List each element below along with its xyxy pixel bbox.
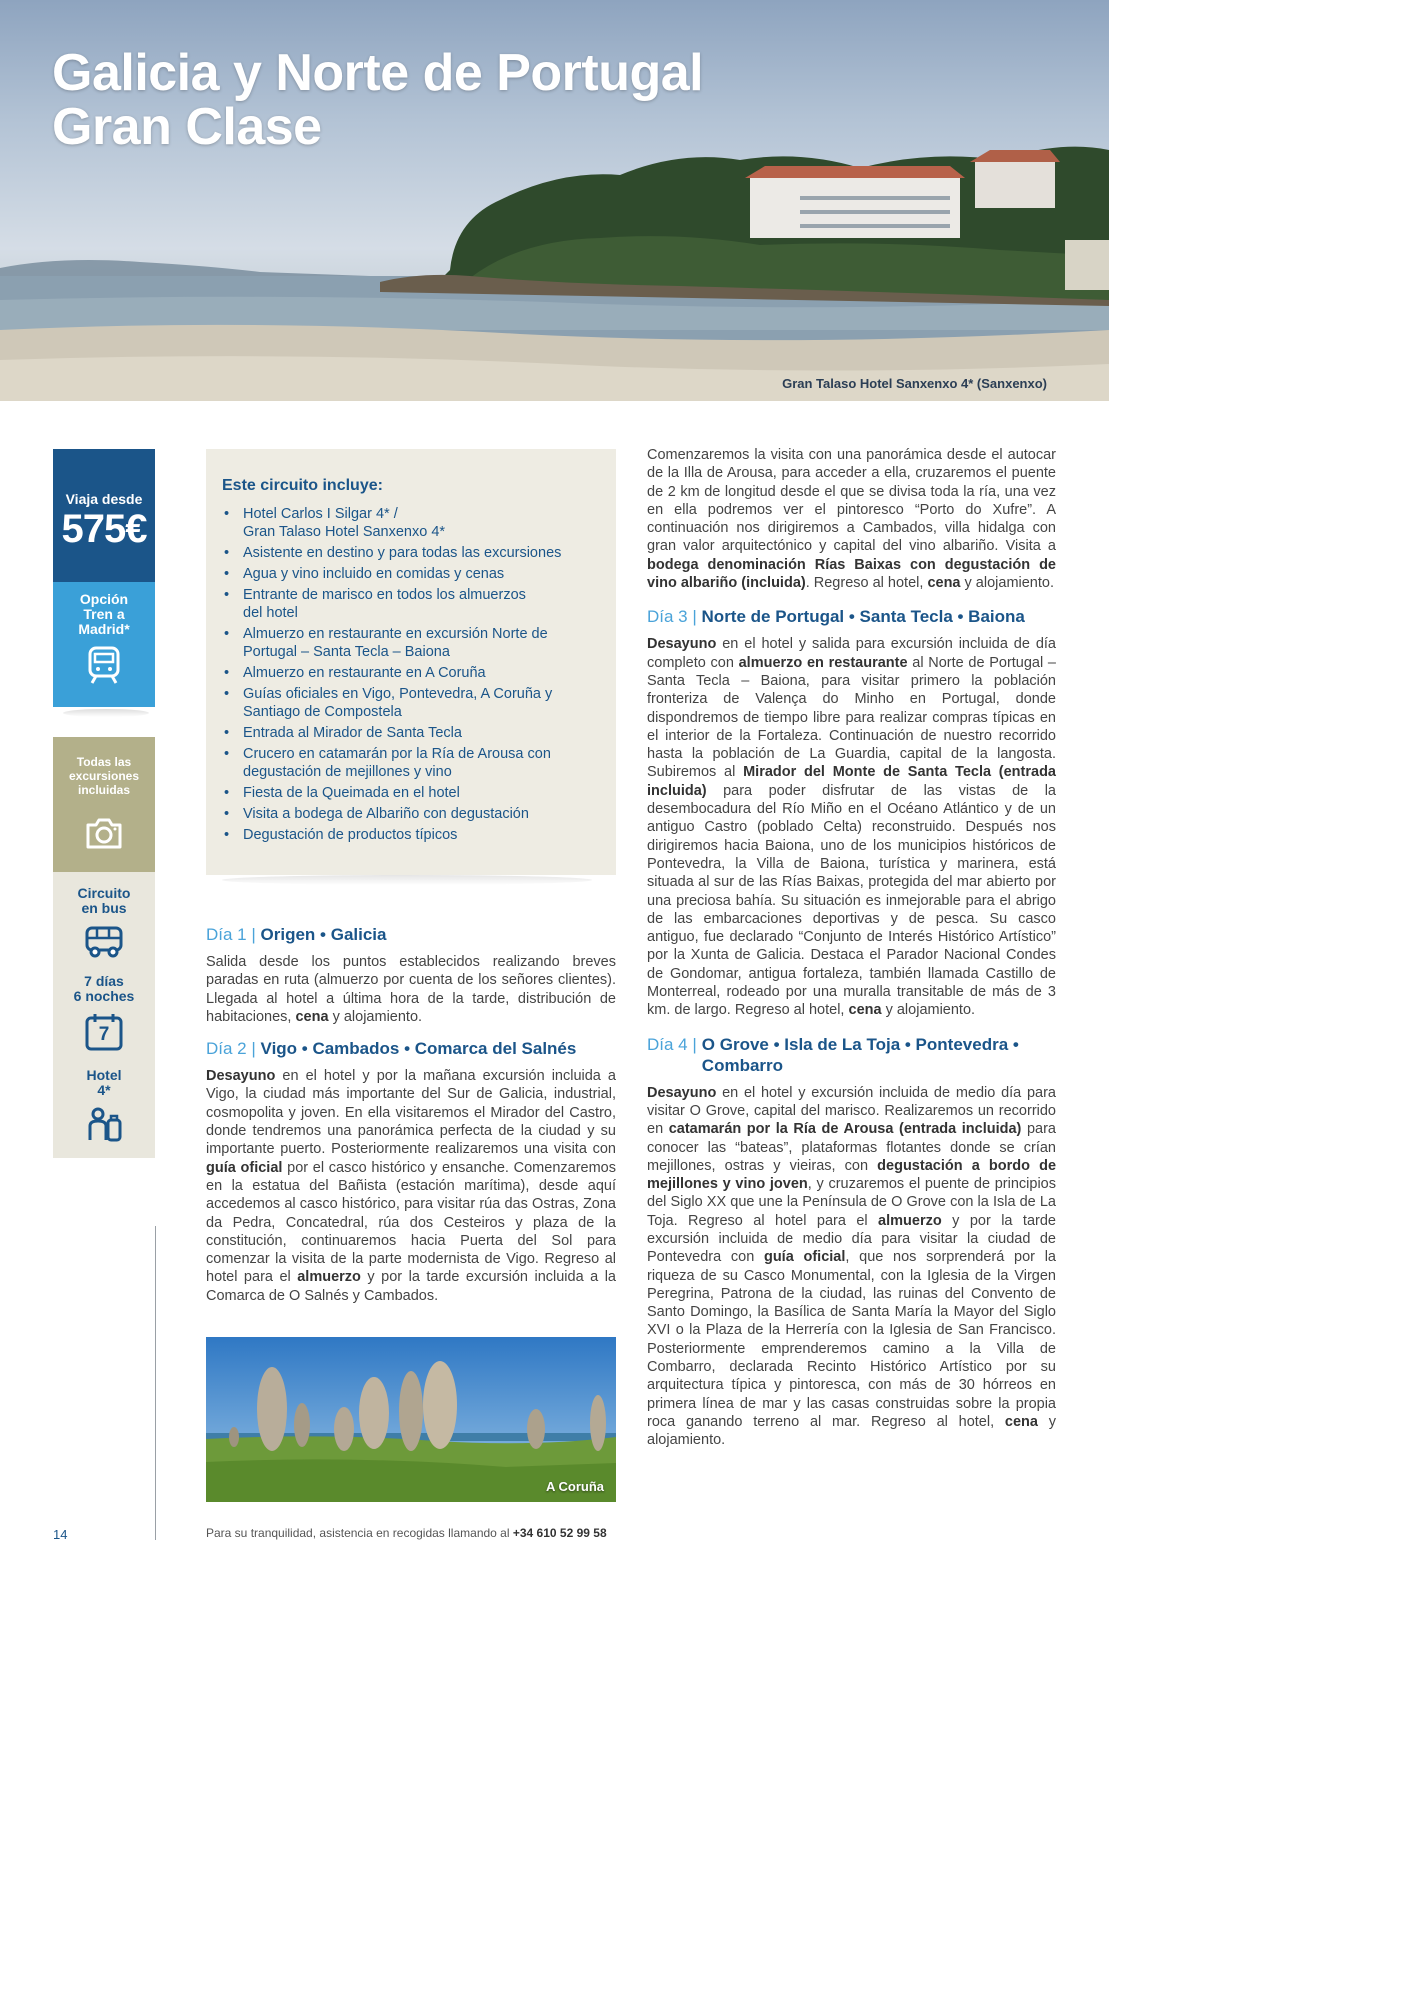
day-4-heading [647, 1034, 1056, 1076]
day-2-separator: | [251, 1039, 256, 1059]
train-option-label: Opción Tren a Madrid* [78, 591, 130, 637]
price-value: 575€ [61, 507, 147, 551]
features-panel [53, 872, 155, 1158]
price-label: Viaja desde [65, 491, 143, 507]
hotel-feature [53, 1068, 155, 1144]
bus-icon [84, 924, 124, 958]
bold-span: bodega denominación Rías Baixas con degustación de vino albariño (incluida) [647, 556, 1056, 592]
text-span: y por la tarde excursión incluida de medio día para visitar la ciudad de Pontevedra con [647, 1212, 1056, 1266]
bold-span: Desayuno [647, 636, 717, 653]
bus-label: Circuito en bus [77, 885, 131, 916]
list-item: • Crucero en catamarán por la Ría de Arousa con degustación de mejillones y vino [222, 745, 600, 781]
day-3-heading [647, 606, 1056, 627]
bold-span: Mirador del Monte de Santa Tecla (entrada incluida) [647, 764, 1056, 799]
calendar-number: 7 [98, 1024, 110, 1045]
camera-icon [84, 815, 124, 851]
list-item: • Visita a bodega de Albariño con degustación [222, 805, 600, 823]
duration-feature [53, 974, 155, 1052]
day-1-heading [206, 924, 616, 945]
footer-phone: +34 610 52 99 58 [512, 1526, 607, 1540]
day-2-text [206, 1067, 616, 1305]
bold-span: guía oficial [206, 1159, 283, 1176]
calendar-icon [84, 1012, 124, 1052]
day-1-title: Origen • Galicia [260, 925, 387, 944]
bus-feature [53, 886, 155, 958]
text-span: y alojamiento. [328, 1008, 423, 1025]
page-number: 14 [53, 1527, 68, 1542]
title-line-1: Galicia y Norte de Portugal [52, 44, 704, 102]
hero-banner [0, 0, 1109, 401]
day-2-continued-text [647, 446, 1056, 592]
day-4-number: Día 4 [647, 1034, 688, 1054]
duration-label: 7 días 6 noches [73, 973, 135, 1004]
text-span: por el casco histórico y ensanche. Comenzaremos en la estatua del Bañista (estación marítima), desde aquí accedemos al casco histórico, para visitar rúa das Ostras, Zona da Pedra, Concatedral, rúa dos Cesteiros y plaza de la constitución, continuaremos hacia Puerta del Sol para comenzar la visita de la parte modernista de Vigo. Regreso al hotel para el [206, 1159, 616, 1286]
text-span: para poder disfrutar de las vistas de la desembocadura del Río Miño en el Océano Atlántico y de un antiguo Castro (poblado Celta) reconstruido. Después nos dirigiremos hacia Baiona, uno de los municipios históricos de Pontevedra, la Villa de Baiona, turística y marinera, está situada al sur de las Rías Baixas, protegida del mar abierto por una preciosa bahía. Su situación es inmejorable para el abrigo de las embarcaciones deportivas y de pesca. Su casco antiguo, fue declarado “Conjunto de Interés Histórico Artístico” por la Xunta de Galicia. Destaca el Parador Nacional Condes de Gondomar, antigua fortaleza, también llamada Castillo de Monterreal, rodeado por una muralla transitable de más de 3 km. de largo. Regreso al hotel, [647, 782, 1056, 1019]
text-span: en el hotel y excursión incluida de medio día para visitar O Grove, capital del marisco. Realizaremos un recorrido en [647, 1084, 1056, 1138]
text-span: para conocer las “bateas”, plataformas flotantes donde se crían mejillones, ostras y vieiras, con [647, 1121, 1056, 1174]
day-2-title: Vigo • Cambados • Comarca del Salnés [260, 1039, 577, 1059]
list-item: • Entrada al Mirador de Santa Tecla [222, 724, 600, 742]
day-3-title: Norte de Portugal • Santa Tecla • Baiona [701, 607, 1025, 627]
text-span: y alojamiento. [647, 1413, 1056, 1449]
a-coruna-photo [206, 1337, 616, 1502]
price-panel [53, 449, 155, 582]
excursions-label: Todas las excursiones incluidas [68, 755, 140, 797]
day-4-text [647, 1084, 1056, 1450]
bold-span: Desayuno [647, 1084, 717, 1101]
text-span: Salida desde los puntos establecidos realizando breves paradas en ruta (almuerzo por cuenta de los señores clientes). Llegada al hotel a última hora de la tarde, distribución de habitaciones, [206, 954, 616, 1025]
sidebar [53, 449, 155, 1158]
includes-box [206, 449, 616, 875]
includes-title: Este circuito incluye: [222, 477, 383, 494]
day-2-heading [206, 1038, 616, 1059]
list-item: • Asistente en destino y para todas las excursiones [222, 544, 600, 562]
list-item: • Entrante de marisco en todos los almuerzos del hotel [222, 586, 600, 622]
list-item: • Agua y vino incluido en comidas y cenas [222, 565, 600, 583]
text-span: y por la tarde excursión incluida a la Comarca de O Salnés y Cambados. [206, 1269, 616, 1304]
day-4-separator: | [692, 1034, 697, 1054]
text-span: , que nos sorprenderá por la riqueza de su Casco Monumental, con la Iglesia de la Virgen Peregrina, Patrona de la ciudad, las ruinas del Convento de Santo Domingo, la Basílica de Santa María la Mayor del Siglo XVI o la Plaza de la Herrería con la Iglesia de San Francisco. Posteriormente emprenderemos camino a la Villa de Combarro, declarada Recinto Histórico Artístico por su arquitectura típica y pintoresca, con más de 30 hórreos en primera línea de mar y las casas construidas sobre la propia roca ganando terreno al mar. Regreso al hotel, [647, 1249, 1056, 1430]
day-3-separator: | [692, 607, 697, 627]
bold-span: cena [1004, 1413, 1038, 1430]
bellboy-icon [84, 1106, 124, 1144]
sidebar-divider [155, 1226, 156, 1540]
text-span: en el hotel y salida para excursión incluida de día completo con [647, 636, 1056, 671]
day-1-text [206, 953, 616, 1026]
bold-span: cena [927, 575, 961, 592]
text-span: , y cruzaremos el puente de principios del Siglo XX que une la Península de O Grove con la Isla de La Toja. Regreso al hotel para el [647, 1176, 1056, 1229]
bold-span: Desayuno [206, 1068, 276, 1085]
middle-column [206, 924, 616, 1305]
bold-span: cena [848, 1002, 882, 1019]
list-item: • Fiesta de la Queimada en el hotel [222, 784, 600, 802]
bold-span: cena [295, 1008, 329, 1025]
text-span: al Norte de Portugal – Santa Tecla – Baiona, para visitar primero la población fronteriza de Valença do Minho en Portugal, donde dispondremos de tiempo libre para realizar compras típicas en el interior de la Fortaleza. Continuación de nuestro recorrido hasta la población de La Guardia, capital de la langosta. Subiremos al [647, 654, 1056, 781]
day-3-number: Día 3 [647, 607, 688, 627]
sidebar-shadow [53, 707, 155, 737]
text-span: en el hotel y por la mañana excursión incluida a Vigo, la ciudad más importante del Sur de Galicia, industrial, cosmopolita y joven. En ella visitaremos el Mirador del Castro, donde tendremos una panorámica perfecta de la ciudad y su importante puerto. Posteriormente realizaremos una visita con [206, 1068, 616, 1158]
train-option-panel [53, 582, 155, 707]
bold-span: almuerzo [297, 1269, 361, 1286]
text-span: . Regreso al hotel, [805, 575, 928, 592]
day-1-number: Día 1 [206, 925, 247, 944]
list-item: • Degustación de productos típicos [222, 826, 600, 844]
footer-text: Para su tranquilidad, asistencia en recogidas llamando al [206, 1526, 513, 1540]
bold-span: almuerzo en restaurante [738, 654, 908, 671]
bold-span: almuerzo [878, 1212, 942, 1229]
bold-span: catamarán por la Ría de Arousa (entrada incluida) [668, 1121, 1022, 1138]
day-4-title-line-1: O Grove • Isla de La Toja • Pontevedra • [701, 1034, 1019, 1054]
day-2-number: Día 2 [206, 1039, 247, 1059]
bold-span: guía oficial [763, 1249, 846, 1266]
photo-caption: A Coruña [545, 1479, 604, 1494]
text-span: Comenzaremos la visita con una panorámica desde el autocar de la Illa de Arousa, para acceder a ella, cruzaremos el puente de 2 km de longitud desde el que se divisa toda la ría, una vez en ella podremos ver el pintoresco “Porto do Xufre”. A continuación nos dirigiremos a Cambados, villa hidalga con gran valor arquitectónico y capital del vino albariño. Visita a [647, 447, 1056, 555]
list-item: • Guías oficiales en Vigo, Pontevedra, A Coruña y Santiago de Compostela [222, 685, 600, 721]
day-1-separator: | [251, 925, 256, 944]
includes-list [222, 505, 600, 844]
day-3-text [647, 635, 1056, 1019]
text-span: y alojamiento. [881, 1002, 976, 1019]
list-item: • Almuerzo en restaurante en A Coruña [222, 664, 600, 682]
page-title [52, 46, 703, 154]
train-icon [87, 645, 121, 685]
footer-note [206, 1526, 607, 1540]
day-4-title-line-2: Combarro [701, 1055, 784, 1075]
title-line-2: Gran Clase [52, 98, 322, 156]
hotel-label: Hotel 4* [86, 1067, 122, 1098]
list-item: • Almuerzo en restaurante en excursión Norte de Portugal – Santa Tecla – Baiona [222, 625, 600, 661]
text-span: y alojamiento. [960, 575, 1054, 592]
hero-caption: Gran Talaso Hotel Sanxenxo 4* (Sanxenxo) [782, 376, 1047, 391]
excursions-panel [53, 737, 155, 872]
list-item: • Hotel Carlos I Silgar 4* / Gran Talaso Hotel Sanxenxo 4* [222, 505, 600, 541]
includes-shadow [222, 875, 592, 885]
right-column [647, 446, 1056, 1450]
bold-span: degustación a bordo de mejillones y vino joven [647, 1157, 1057, 1193]
menhirs-image [206, 1337, 616, 1502]
